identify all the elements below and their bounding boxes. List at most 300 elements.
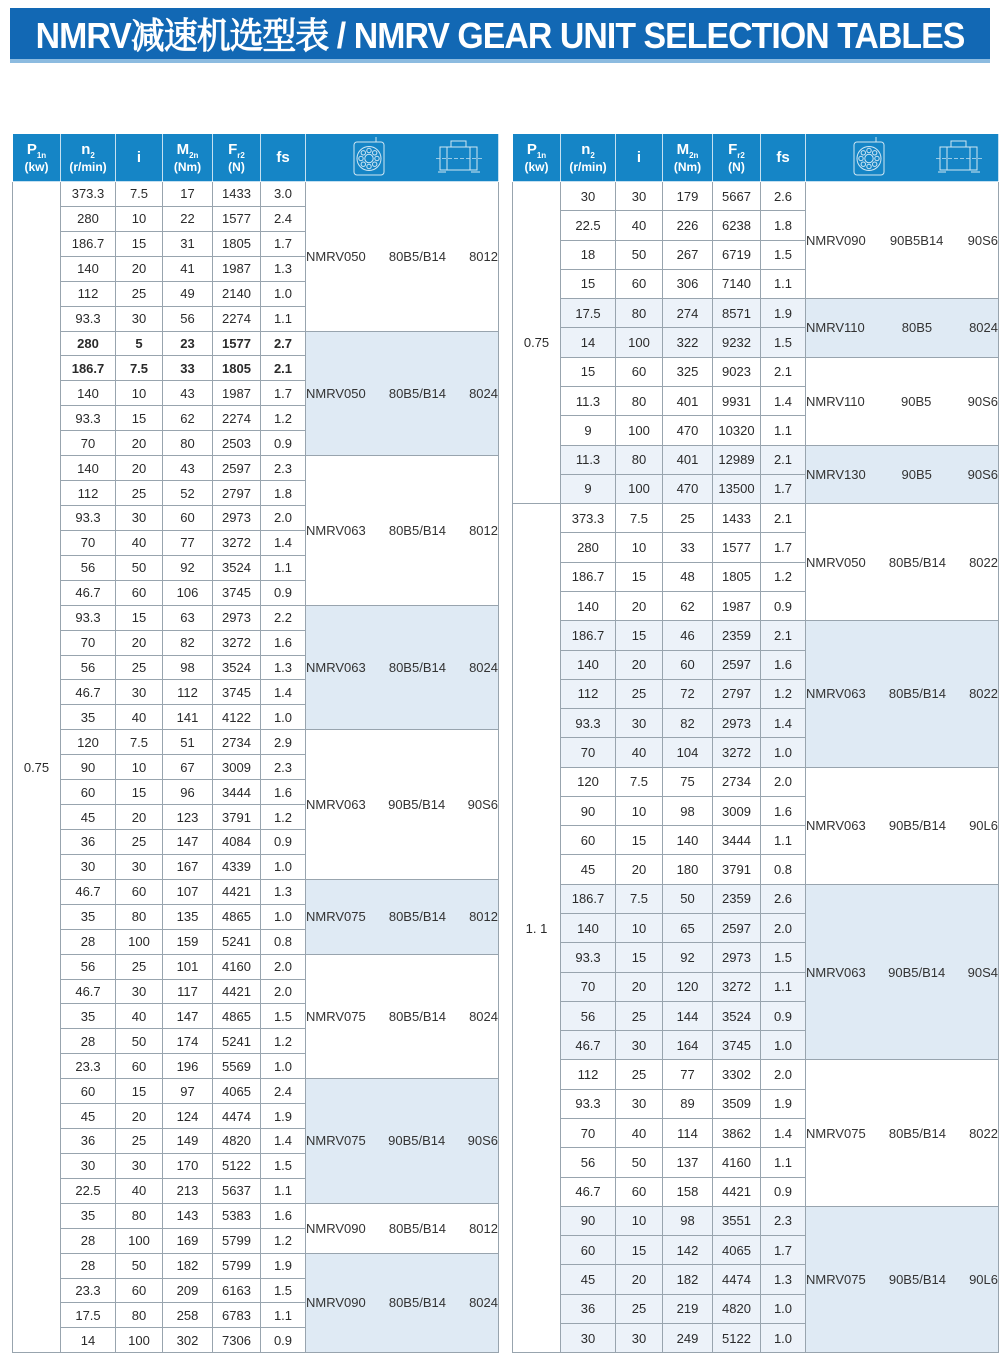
gear-unit-model: NMRV063 [806,686,866,702]
output-speed-value: 60 [61,780,116,805]
radial-load-value: 2797 [713,679,761,708]
radial-load-value: 3745 [713,1031,761,1060]
service-factor-value: 1.7 [261,231,306,256]
model-cell [806,357,999,445]
radial-load-value: 4421 [713,1177,761,1206]
table-header [513,134,999,182]
ratio-value: 25 [116,954,163,979]
service-factor-value: 1.2 [761,562,806,591]
motor-code: 8024 [969,320,998,336]
model-cell [306,954,499,1079]
table-row [13,1203,499,1228]
output-speed-value: 373.3 [61,182,116,207]
ratio-value: 30 [616,709,663,738]
radial-load-value: 5667 [713,182,761,211]
torque-value: 213 [163,1178,213,1203]
output-speed-value: 28 [61,1029,116,1054]
flange-code: 80B5/B14 [388,1008,446,1024]
service-factor-value: 2.9 [261,730,306,755]
radial-load-value: 3444 [713,826,761,855]
output-speed-value: 60 [561,826,616,855]
radial-load-value: 2359 [713,884,761,913]
output-speed-value: 70 [561,1119,616,1148]
torque-value: 267 [663,240,713,269]
torque-value: 124 [163,1104,213,1129]
output-speed-value: 30 [61,854,116,879]
ratio-value: 25 [116,1129,163,1154]
service-factor-value: 2.0 [761,914,806,943]
ratio-value: 7.5 [616,504,663,533]
worm-gearbox-front-icon [850,137,888,179]
torque-value: 60 [163,505,213,530]
output-speed-value: 280 [61,206,116,231]
radial-load-value: 3302 [713,1060,761,1089]
table-row [13,331,499,356]
motor-code: 8022 [969,554,998,570]
output-speed-value: 90 [561,1206,616,1235]
service-factor-value: 1.2 [761,679,806,708]
service-factor-value: 2.0 [261,979,306,1004]
output-speed-value: 28 [61,1228,116,1253]
model-cell [806,299,999,358]
output-speed-value: 93.3 [61,306,116,331]
model-cell [806,445,999,504]
service-factor-value: 2.7 [261,331,306,356]
output-speed-value: 120 [561,767,616,796]
output-speed-value: 186.7 [561,562,616,591]
ratio-value: 20 [116,630,163,655]
ratio-value: 30 [116,979,163,1004]
table-row [513,1060,999,1089]
col-header-service-factor: fs [261,134,306,182]
flange-code: 80B5/B14 [388,1295,446,1311]
ratio-value: 30 [116,505,163,530]
service-factor-value: 1.5 [261,1153,306,1178]
output-speed-value: 120 [61,730,116,755]
service-factor-value: 1.7 [761,474,806,503]
radial-load-value: 10320 [713,416,761,445]
service-factor-value: 0.9 [261,580,306,605]
torque-value: 31 [163,231,213,256]
motor-code: 90S6 [467,1133,498,1149]
output-speed-value: 36 [561,1294,616,1323]
radial-load-value: 3272 [213,630,261,655]
ratio-value: 15 [116,605,163,630]
service-factor-value: 0.8 [261,929,306,954]
service-factor-value: 0.9 [261,1328,306,1353]
radial-load-value: 4065 [713,1236,761,1265]
radial-load-value: 4820 [213,1129,261,1154]
service-factor-value: 2.3 [761,1206,806,1235]
radial-load-value: 6783 [213,1303,261,1328]
input-power-value: 0.75 [13,182,61,1353]
model-cell [306,1253,499,1353]
torque-value: 80 [163,431,213,456]
radial-load-value: 4474 [213,1104,261,1129]
motor-code: 8022 [969,1125,998,1141]
service-factor-value: 1.0 [761,1031,806,1060]
model-cell [306,1079,499,1204]
service-factor-value: 0.9 [761,591,806,620]
radial-load-value: 4160 [213,954,261,979]
service-factor-value: 2.0 [261,954,306,979]
torque-value: 92 [163,555,213,580]
radial-load-value: 1577 [713,533,761,562]
torque-value: 75 [663,767,713,796]
gearmotor-side-icon [436,138,482,178]
ratio-value: 40 [116,1004,163,1029]
ratio-value: 25 [616,679,663,708]
torque-value: 104 [663,738,713,767]
torque-value: 141 [163,705,213,730]
service-factor-value: 1.0 [761,1323,806,1352]
service-factor-value: 1.6 [261,780,306,805]
ratio-value: 20 [616,650,663,679]
service-factor-value: 2.1 [761,357,806,386]
service-factor-value: 0.9 [261,829,306,854]
flange-code: 90B5 [901,393,932,409]
ratio-value: 100 [616,416,663,445]
flange-code: 80B5/B14 [388,659,446,675]
ratio-value: 60 [116,879,163,904]
torque-value: 89 [663,1089,713,1118]
service-factor-value: 1.0 [261,705,306,730]
gear-unit-model: NMRV063 [306,522,366,538]
output-speed-value: 14 [561,328,616,357]
table-row [13,730,499,755]
col-header-radial-load: $F_{r2}$ (N) [213,134,261,182]
service-factor-value: 1.5 [261,1278,306,1303]
radial-load-value: 4421 [213,879,261,904]
radial-load-value: 2503 [213,431,261,456]
output-speed-value: 373.3 [561,504,616,533]
torque-value: 137 [663,1148,713,1177]
output-speed-value: 112 [561,1060,616,1089]
flange-code: 90B5/B14 [888,818,946,834]
torque-value: 50 [663,884,713,913]
ratio-value: 25 [616,1001,663,1030]
torque-value: 182 [663,1265,713,1294]
service-factor-value: 1.4 [761,1119,806,1148]
output-speed-value: 93.3 [61,406,116,431]
ratio-value: 50 [616,240,663,269]
output-speed-value: 18 [561,240,616,269]
radial-load-value: 1805 [213,231,261,256]
ratio-value: 20 [116,805,163,830]
flange-code: 80B5/B14 [388,909,446,925]
radial-load-value: 2597 [713,650,761,679]
radial-load-value: 5383 [213,1203,261,1228]
radial-load-value: 9232 [713,328,761,357]
torque-value: 62 [163,406,213,431]
radial-load-value: 1433 [213,182,261,207]
service-factor-value: 0.9 [261,431,306,456]
radial-load-value: 5122 [213,1153,261,1178]
table-row [513,445,999,474]
torque-value: 82 [663,709,713,738]
radial-load-value: 1577 [213,331,261,356]
service-factor-value: 1.3 [261,655,306,680]
model-cell [306,182,499,332]
service-factor-value: 2.0 [761,767,806,796]
torque-value: 142 [663,1236,713,1265]
radial-load-value: 3791 [213,805,261,830]
service-factor-value: 1.9 [261,1253,306,1278]
ratio-value: 30 [116,854,163,879]
output-speed-value: 9 [561,416,616,445]
service-factor-value: 2.3 [261,456,306,481]
radial-load-value: 2359 [713,621,761,650]
radial-load-value: 3745 [213,580,261,605]
torque-value: 51 [163,730,213,755]
worm-gearbox-front-icon [350,137,388,179]
service-factor-value: 1.2 [261,1029,306,1054]
model-cell [806,621,999,767]
radial-load-value: 5241 [213,929,261,954]
torque-value: 107 [163,879,213,904]
service-factor-value: 2.6 [761,884,806,913]
torque-value: 63 [163,605,213,630]
output-speed-value: 22.5 [61,1178,116,1203]
ratio-value: 30 [116,306,163,331]
radial-load-value: 1805 [213,356,261,381]
radial-load-value: 12989 [713,445,761,474]
service-factor-value: 1.6 [761,650,806,679]
model-cell [806,1206,999,1352]
ratio-value: 60 [116,1278,163,1303]
table-row [13,954,499,979]
ratio-value: 15 [616,562,663,591]
torque-value: 258 [163,1303,213,1328]
ratio-value: 100 [616,474,663,503]
radial-load-value: 3524 [213,655,261,680]
ratio-value: 25 [116,655,163,680]
gear-unit-model: NMRV063 [306,659,366,675]
radial-load-value: 3524 [213,555,261,580]
output-speed-value: 56 [61,954,116,979]
ratio-value: 50 [116,1029,163,1054]
torque-value: 101 [163,954,213,979]
torque-value: 401 [663,445,713,474]
output-speed-value: 90 [561,796,616,825]
radial-load-value: 4421 [213,979,261,1004]
radial-load-value: 1577 [213,206,261,231]
table-header-row [513,134,999,182]
torque-value: 158 [663,1177,713,1206]
gear-unit-model: NMRV090 [306,1220,366,1236]
ratio-value: 60 [116,1054,163,1079]
table-row [513,1206,999,1235]
ratio-value: 100 [116,1228,163,1253]
ratio-value: 20 [116,1104,163,1129]
radial-load-value: 2973 [213,605,261,630]
torque-value: 43 [163,456,213,481]
radial-load-value: 5241 [213,1029,261,1054]
torque-value: 23 [163,331,213,356]
radial-load-value: 2274 [213,306,261,331]
radial-load-value: 4820 [713,1294,761,1323]
output-speed-value: 93.3 [61,605,116,630]
table-row [13,1253,499,1278]
ratio-value: 80 [116,1203,163,1228]
ratio-value: 40 [616,738,663,767]
output-speed-value: 112 [61,281,116,306]
output-speed-value: 93.3 [561,1089,616,1118]
motor-code: 90S6 [967,393,998,409]
gear-unit-model: NMRV075 [306,1008,366,1024]
motor-code: 8024 [469,385,498,401]
radial-load-value: 3745 [213,680,261,705]
service-factor-value: 2.4 [261,1079,306,1104]
model-cell [306,605,499,730]
output-speed-value: 280 [61,331,116,356]
radial-load-value: 2973 [713,943,761,972]
torque-value: 302 [163,1328,213,1353]
model-cell [306,879,499,954]
flange-code: 90B5/B14 [888,964,946,980]
service-factor-value: 1.7 [761,533,806,562]
right-selection-table [512,133,999,1353]
ratio-value: 40 [116,530,163,555]
ratio-value: 30 [116,1153,163,1178]
output-speed-value: 46.7 [561,1177,616,1206]
flange-code: 80B5/B14 [388,1220,446,1236]
model-cell [806,182,999,299]
output-speed-value: 186.7 [561,884,616,913]
ratio-value: 10 [616,796,663,825]
ratio-value: 30 [616,1031,663,1060]
radial-load-value: 4122 [213,705,261,730]
service-factor-value: 1.7 [261,381,306,406]
torque-value: 43 [163,381,213,406]
service-factor-value: 3.0 [261,182,306,207]
ratio-value: 25 [116,281,163,306]
service-factor-value: 1.5 [761,328,806,357]
ratio-value: 50 [116,1253,163,1278]
torque-value: 180 [663,855,713,884]
table-header-row [13,134,499,182]
page-title: NMRV减速机选型表 / NMRV GEAR UNIT SELECTION TABLES [35,15,965,56]
torque-value: 209 [163,1278,213,1303]
col-header-power: $P_{1n}$ (kw) [513,134,561,182]
output-speed-value: 45 [561,855,616,884]
motor-code: 8012 [469,1220,498,1236]
model-cell [806,504,999,621]
radial-load-value: 1987 [213,256,261,281]
ratio-value: 50 [616,1148,663,1177]
ratio-value: 10 [116,755,163,780]
motor-code: 8024 [469,1008,498,1024]
service-factor-value: 1.2 [261,406,306,431]
output-speed-value: 30 [61,1153,116,1178]
ratio-value: 20 [616,591,663,620]
service-factor-value: 1.1 [761,972,806,1001]
output-speed-value: 45 [61,1104,116,1129]
output-speed-value: 11.3 [561,386,616,415]
service-factor-value: 2.0 [261,505,306,530]
ratio-value: 20 [616,972,663,1001]
torque-value: 306 [663,269,713,298]
ratio-value: 25 [616,1060,663,1089]
service-factor-value: 1.1 [761,1148,806,1177]
service-factor-value: 1.5 [261,1004,306,1029]
radial-load-value: 4339 [213,854,261,879]
torque-value: 62 [663,591,713,620]
col-header-torque: $M_{2n}$ (Nm) [163,134,213,182]
ratio-value: 80 [116,1303,163,1328]
service-factor-value: 2.3 [261,755,306,780]
ratio-value: 60 [616,1177,663,1206]
service-factor-value: 1.5 [761,943,806,972]
torque-value: 401 [663,386,713,415]
service-factor-value: 1.8 [761,211,806,240]
col-header-speed: $n_2$ (r/min) [561,134,616,182]
torque-value: 149 [163,1129,213,1154]
motor-code: 90S6 [967,466,998,482]
torque-value: 219 [663,1294,713,1323]
radial-load-value: 2140 [213,281,261,306]
gear-unit-model: NMRV110 [806,393,865,409]
torque-value: 72 [663,679,713,708]
service-factor-value: 1.5 [761,240,806,269]
torque-value: 159 [163,929,213,954]
radial-load-value: 4160 [713,1148,761,1177]
torque-value: 117 [163,979,213,1004]
output-speed-value: 93.3 [561,709,616,738]
service-factor-value: 1.0 [261,904,306,929]
flange-code: 90B5/B14 [388,1133,446,1149]
ratio-value: 20 [116,256,163,281]
service-factor-value: 0.9 [761,1001,806,1030]
torque-value: 106 [163,580,213,605]
radial-load-value: 1805 [713,562,761,591]
service-factor-value: 1.0 [261,854,306,879]
torque-value: 67 [163,755,213,780]
ratio-value: 20 [616,1265,663,1294]
torque-value: 274 [663,299,713,328]
output-speed-value: 23.3 [61,1054,116,1079]
output-speed-value: 112 [561,679,616,708]
radial-load-value: 3444 [213,780,261,805]
radial-load-value: 6719 [713,240,761,269]
service-factor-value: 1.6 [261,1203,306,1228]
service-factor-value: 1.1 [761,269,806,298]
service-factor-value: 1.2 [261,1228,306,1253]
output-speed-value: 186.7 [561,621,616,650]
model-cell [806,767,999,884]
service-factor-value: 1.3 [261,879,306,904]
service-factor-value: 1.6 [261,630,306,655]
output-speed-value: 15 [561,269,616,298]
motor-code: 8024 [469,1295,498,1311]
flange-code: 80B5 [901,320,933,336]
torque-value: 41 [163,256,213,281]
gear-unit-model: NMRV075 [806,1125,866,1141]
col-header-model [306,134,499,182]
torque-value: 25 [663,504,713,533]
radial-load-value: 2734 [713,767,761,796]
output-speed-value: 90 [61,755,116,780]
gear-unit-model: NMRV075 [806,1272,866,1288]
motor-code: 8012 [469,522,498,538]
radial-load-value: 2797 [213,481,261,506]
torque-value: 144 [663,1001,713,1030]
output-speed-value: 186.7 [61,356,116,381]
output-speed-value: 30 [561,1323,616,1352]
ratio-value: 80 [116,904,163,929]
output-speed-value: 35 [61,705,116,730]
left-selection-table [12,133,499,1353]
